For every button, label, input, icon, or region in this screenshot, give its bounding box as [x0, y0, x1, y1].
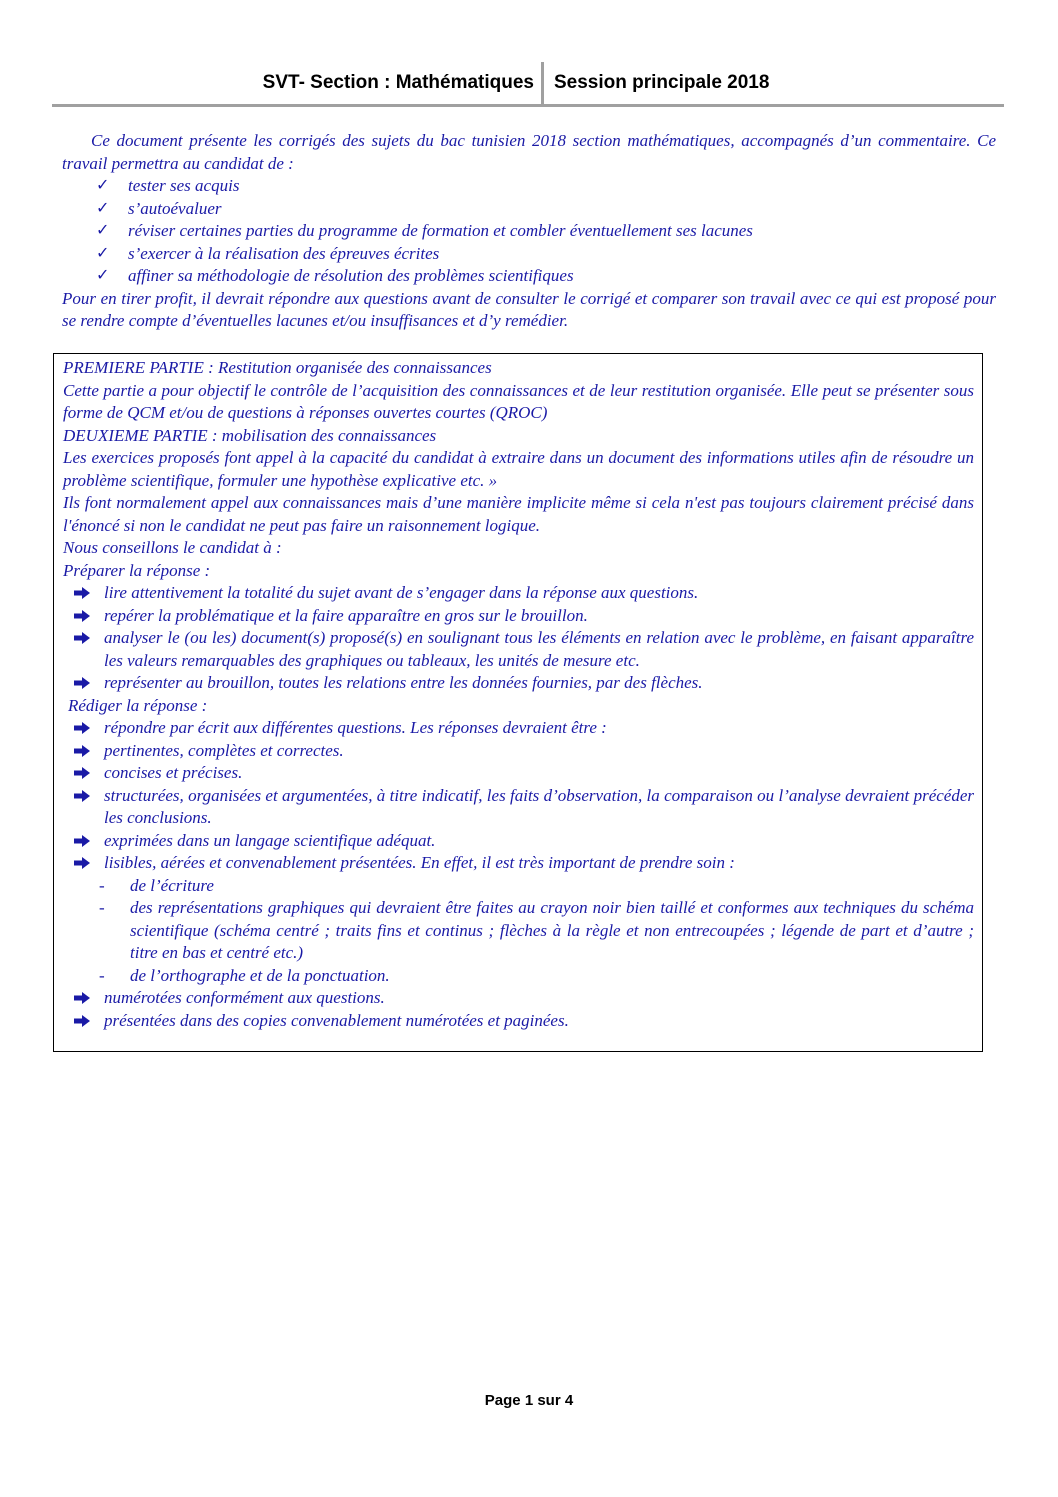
check-icon: ✓ [96, 222, 110, 239]
intro-checklist [62, 175, 996, 288]
list-item: ✓ s’exercer à la réalisation des épreuves écrites [62, 243, 996, 266]
arrow-right-icon [73, 631, 91, 645]
dash-bullet: - [99, 898, 105, 917]
header-separator [541, 62, 544, 104]
list-item: - de l’écriture [63, 875, 974, 898]
intro-paragraph: Ce document présente les corrigés des sujets du bac tunisien 2018 section mathématiques, accompagnés d’un commentaire. Ce travail permettra au candidat de : [62, 131, 996, 173]
list-item: ✓ tester ses acquis [62, 175, 996, 198]
list-item: ✓ réviser certaines parties du programme de formation et combler éventuellement ses lacunes [62, 220, 996, 243]
final-list [63, 987, 974, 1032]
page-header [52, 62, 1004, 107]
list-item: structurées, organisées et argumentées, à titre indicatif, les faits d’observation, la comparaison ou l’analyse devraient précéder les conclusions. [63, 785, 974, 830]
list-item: répondre par écrit aux différentes questions. Les réponses devraient être : [63, 717, 974, 740]
list-item: - de l’orthographe et de la ponctuation. [63, 965, 974, 988]
arrow-right-icon [73, 766, 91, 780]
list-item: - des représentations graphiques qui devraient être faites au crayon noir bien taillé et conformes aux techniques du schéma scientifique (schéma centré ; traits fins et continus ; flèches à la règle et non entrecoupées ; légende de part et d’autre ; titre en bas et centré etc.) [99, 898, 974, 962]
arrow-right-icon [73, 609, 91, 623]
check-icon: ✓ [96, 267, 110, 284]
list-item: repérer la problématique et la faire apparaître en gros sur le brouillon. [63, 605, 974, 628]
instructions-box [53, 353, 983, 1052]
check-icon: ✓ [96, 199, 110, 217]
list-item: exprimées dans un langage scientifique adéquat. [63, 830, 974, 853]
list-item: lisibles, aérées et convenablement présentées. En effet, il est très important de prendre soin : [63, 852, 974, 875]
arrow-right-icon [73, 789, 91, 803]
header-session-title: Session principale 2018 [554, 72, 770, 93]
part1-title: PREMIERE PARTIE [63, 358, 204, 377]
list-item: analyser le (ou les) document(s) proposé(s) en soulignant tous les éléments en relation avec le problème, en faisant apparaître les valeurs remarquables des graphiques ou tableaux, les unités de mesure etc. [63, 627, 974, 672]
part2-text-2: Ils font normalement appel aux connaissances mais d’une manière implicite même si cela n'est pas toujours clairement précisé dans l'énoncé si non le candidat ne peut pas faire un raisonnement logique. [63, 493, 974, 535]
intro-section [62, 130, 996, 333]
list-item: numérotées conformément aux questions. [63, 987, 974, 1010]
part1-subtitle: : Restitution organisée des connaissances [203, 358, 492, 377]
check-icon: ✓ [96, 244, 110, 262]
list-item: ✓ s’autoévaluer [62, 198, 996, 221]
arrow-right-icon [73, 856, 91, 870]
write-title: Rédiger la réponse : [68, 695, 208, 715]
prepare-title: Préparer la réponse : [63, 560, 211, 580]
list-item: ✓ affiner sa méthodologie de résolution des problèmes scientifiques [62, 265, 996, 288]
arrow-right-icon [73, 586, 91, 600]
part1-text: Cette partie a pour objectif le contrôle de l’acquisition des connaissances et de leur restitution organisée. Elle peut se présenter sous forme de QCM et/ou de questions à réponses ouvertes courtes (QROC) [63, 380, 974, 422]
part2-title: DEUXIEME PARTIE [63, 425, 208, 445]
advice-line: Nous conseillons le candidat à : [63, 538, 282, 557]
part2-subtitle: : mobilisation des connaissances [207, 425, 437, 445]
arrow-right-icon [73, 834, 91, 848]
part2-text-1: Les exercices proposés font appel à la capacité du candidat à extraire dans un document des informations utiles afin de résoudre un problème scientifique, formuler une hypothèse explicative etc. » [63, 448, 974, 490]
dash-bullet: - [99, 875, 105, 895]
header-section-title: SVT- Section : Mathématiques [262, 72, 534, 93]
arrow-right-icon [73, 721, 91, 735]
dash-bullet: - [99, 965, 105, 985]
check-icon: ✓ [96, 177, 110, 194]
list-item: présentées dans des copies convenablement numérotées et paginées. [63, 1010, 974, 1033]
arrow-right-icon [73, 1014, 91, 1028]
write-list [63, 717, 974, 875]
list-item: pertinentes, complètes et correctes. [63, 740, 974, 763]
page-number: Page 1 sur 4 [484, 1392, 574, 1409]
care-list [63, 875, 974, 988]
list-item: représenter au brouillon, toutes les relations entre les données fournies, par des flèches. [63, 672, 974, 695]
part1-heading [63, 357, 974, 380]
arrow-right-icon [73, 744, 91, 758]
prepare-list [63, 582, 974, 695]
list-item: concises et précises. [63, 762, 974, 785]
list-item: lire attentivement la totalité du sujet avant de s’engager dans la réponse aux questions. [63, 582, 974, 605]
intro-closing: Pour en tirer profit, il devrait répondre aux questions avant de consulter le corrigé et comparer son travail avec ce qui est proposé pour se rendre compte d’éventuelles lacunes et/ou insuffisances et d’y remédier. [62, 288, 996, 330]
arrow-right-icon [73, 991, 91, 1005]
part2-heading [63, 425, 974, 448]
arrow-right-icon [73, 676, 91, 690]
